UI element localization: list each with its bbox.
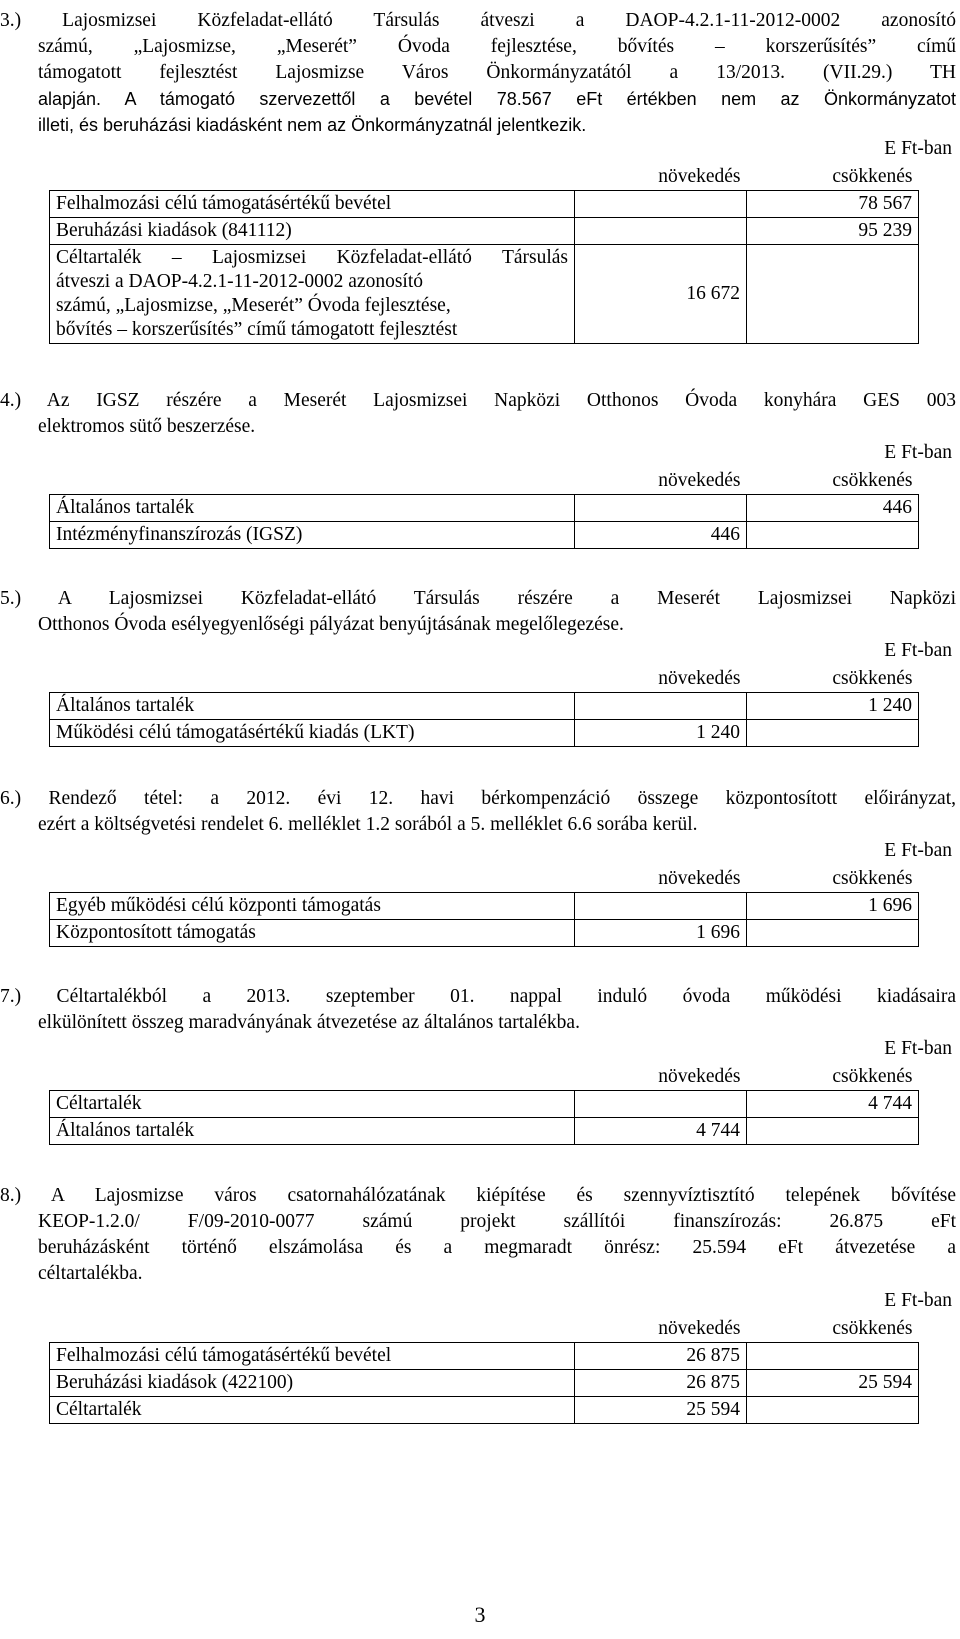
- col-decrease-header: csökkenés: [832, 166, 913, 187]
- section-5-table: [49, 666, 919, 747]
- row-label: Beruházási kiadások (841112): [50, 218, 575, 245]
- decrease-cell: [747, 920, 919, 947]
- section-5-text: [0, 586, 956, 638]
- header-spacer: [50, 164, 575, 191]
- text-line: elektromos sütő beszerzése.: [38, 416, 256, 437]
- col-increase-header: növekedés: [658, 668, 741, 689]
- row-label: Általános tartalék: [50, 495, 575, 522]
- unit-label: E Ft-ban: [884, 442, 952, 463]
- col-increase-header: növekedés: [658, 1318, 741, 1339]
- row-label: Beruházási kiadások (422100): [50, 1370, 575, 1397]
- increase-cell: 26 875: [575, 1343, 747, 1370]
- increase-cell: [575, 693, 747, 720]
- row-label: Általános tartalék: [50, 1118, 575, 1145]
- decrease-cell: 95 239: [747, 218, 919, 245]
- table-row: [50, 920, 919, 947]
- row-label: Egyéb működési célú központi támogatás: [50, 893, 575, 920]
- section-6-text: [0, 786, 956, 838]
- table-row: [50, 245, 919, 344]
- text-line: Otthonos Óvoda esélyegyenlőségi pályázat benyújtásának megelőlegezése.: [38, 614, 624, 635]
- row-label-line: bővítés – korszerűsítés” című támogatott fejlesztést: [56, 319, 458, 340]
- row-label: Céltartalék: [50, 1397, 575, 1424]
- table-row: [50, 720, 919, 747]
- decrease-cell: 4 744: [747, 1091, 919, 1118]
- text-line: alapján. A támogató szervezettől a bevétel 78.567 eFt értékben nem az Önkormányzatot: [38, 89, 956, 109]
- section-7-text: [0, 984, 956, 1036]
- increase-cell: 25 594: [575, 1397, 747, 1424]
- increase-cell: [575, 495, 747, 522]
- unit-label: E Ft-ban: [884, 640, 952, 661]
- decrease-cell: [747, 1343, 919, 1370]
- unit-label: E Ft-ban: [884, 1290, 952, 1311]
- text-line: 6.) Rendező tétel: a 2012. évi 12. havi bérkompenzáció összege központosított előirányzat,: [0, 788, 956, 809]
- table-row: [50, 1091, 919, 1118]
- decrease-cell: [747, 1118, 919, 1145]
- section-7-table: [49, 1064, 919, 1145]
- header-spacer: [50, 666, 575, 693]
- table-row: [50, 191, 919, 218]
- increase-cell: 26 875: [575, 1370, 747, 1397]
- table-row: [50, 495, 919, 522]
- text-line: 5.) A Lajosmizsei Közfeladat-ellátó Társulás részére a Meserét Lajosmizsei Napközi: [0, 588, 956, 609]
- unit-label: E Ft-ban: [884, 138, 952, 159]
- increase-cell: [575, 893, 747, 920]
- decrease-cell: [747, 1397, 919, 1424]
- section-8-text: [0, 1183, 956, 1287]
- row-label: Általános tartalék: [50, 693, 575, 720]
- decrease-cell: 1 696: [747, 893, 919, 920]
- increase-cell: 1 696: [575, 920, 747, 947]
- col-decrease-header: csökkenés: [832, 470, 913, 491]
- increase-cell: [575, 191, 747, 218]
- header-spacer: [50, 1316, 575, 1343]
- row-label: Intézményfinanszírozás (IGSZ): [50, 522, 575, 549]
- row-label-line: Céltartalék – Lajosmizsei Közfeladat-ellátó Társulás: [56, 247, 568, 268]
- row-label-line: számú, „Lajosmizse, „Meserét” Óvoda fejlesztése,: [56, 295, 451, 316]
- table-row: [50, 522, 919, 549]
- table-row: [50, 1397, 919, 1424]
- decrease-cell: [747, 522, 919, 549]
- header-spacer: [50, 866, 575, 893]
- table-row: [50, 1118, 919, 1145]
- text-line: 7.) Céltartalékból a 2013. szeptember 01. nappal induló óvoda működési kiadásaira: [0, 986, 956, 1007]
- decrease-cell: [747, 245, 919, 344]
- decrease-cell: 78 567: [747, 191, 919, 218]
- col-increase-header: növekedés: [658, 470, 741, 491]
- text-line: számú, „Lajosmizse, „Meserét” Óvoda fejlesztése, bővítés – korszerűsítés” című: [38, 36, 956, 57]
- section-3-table: [49, 164, 919, 344]
- increase-cell: 4 744: [575, 1118, 747, 1145]
- row-label: Felhalmozási célú támogatásértékű bevétel: [50, 191, 575, 218]
- table-row: [50, 1343, 919, 1370]
- section-3-text: [0, 8, 956, 138]
- table-row: [50, 218, 919, 245]
- col-decrease-header: csökkenés: [832, 868, 913, 889]
- text-line: elkülönített összeg maradványának átvezetése az általános tartalékba.: [38, 1012, 580, 1033]
- increase-cell: [575, 218, 747, 245]
- col-decrease-header: csökkenés: [832, 668, 913, 689]
- increase-cell: 1 240: [575, 720, 747, 747]
- increase-cell: [575, 1091, 747, 1118]
- decrease-cell: 1 240: [747, 693, 919, 720]
- text-line: 4.) Az IGSZ részére a Meserét Lajosmizsei Napközi Otthonos Óvoda konyhára GES 003: [0, 390, 956, 411]
- row-label: Céltartalék: [50, 1091, 575, 1118]
- section-6-table: [49, 866, 919, 947]
- text-line: beruházásként történő elszámolása és a megmaradt önrész: 25.594 eFt átvezetése a: [38, 1237, 956, 1258]
- table-row: [50, 893, 919, 920]
- text-line: céltartalékba.: [38, 1263, 143, 1284]
- section-8-table: [49, 1316, 919, 1424]
- page-number: 3: [474, 1602, 486, 1627]
- text-line: illeti, és beruházási kiadásként nem az Önkormányzatnál jelentkezik.: [38, 115, 587, 135]
- increase-cell: 16 672: [575, 245, 747, 344]
- col-increase-header: növekedés: [658, 868, 741, 889]
- unit-label: E Ft-ban: [884, 840, 952, 861]
- decrease-cell: 25 594: [747, 1370, 919, 1397]
- text-line: 8.) A Lajosmizse város csatornahálózatának kiépítése és szennyvíztisztító telepének bővítése: [0, 1185, 956, 1206]
- row-label-line: átveszi a DAOP-4.2.1-11-2012-0002 azonosító: [56, 271, 423, 292]
- table-row: [50, 693, 919, 720]
- section-4-table: [49, 468, 919, 549]
- text-line: támogatott fejlesztést Lajosmizse Város Önkormányzatától a 13/2013. (VII.29.) TH: [38, 62, 956, 83]
- row-label: [50, 245, 575, 344]
- unit-label: E Ft-ban: [884, 1038, 952, 1059]
- decrease-cell: [747, 720, 919, 747]
- text-line: 3.) Lajosmizsei Közfeladat-ellátó Társulás átveszi a DAOP-4.2.1-11-2012-0002 azonosító: [0, 10, 956, 31]
- col-increase-header: növekedés: [658, 166, 741, 187]
- table-row: [50, 1370, 919, 1397]
- col-decrease-header: csökkenés: [832, 1066, 913, 1087]
- row-label: Működési célú támogatásértékű kiadás (LKT): [50, 720, 575, 747]
- header-spacer: [50, 1064, 575, 1091]
- increase-cell: 446: [575, 522, 747, 549]
- header-spacer: [50, 468, 575, 495]
- row-label: Felhalmozási célú támogatásértékű bevétel: [50, 1343, 575, 1370]
- col-decrease-header: csökkenés: [832, 1318, 913, 1339]
- text-line: ezért a költségvetési rendelet 6. melléklet 1.2 sorából a 5. melléklet 6.6 sorába kerül.: [38, 814, 698, 835]
- row-label: Központosított támogatás: [50, 920, 575, 947]
- text-line: KEOP-1.2.0/ F/09-2010-0077 számú projekt szállítói finanszírozás: 26.875 eFt: [38, 1211, 956, 1232]
- decrease-cell: 446: [747, 495, 919, 522]
- col-increase-header: növekedés: [658, 1066, 741, 1087]
- section-4-text: [0, 388, 956, 440]
